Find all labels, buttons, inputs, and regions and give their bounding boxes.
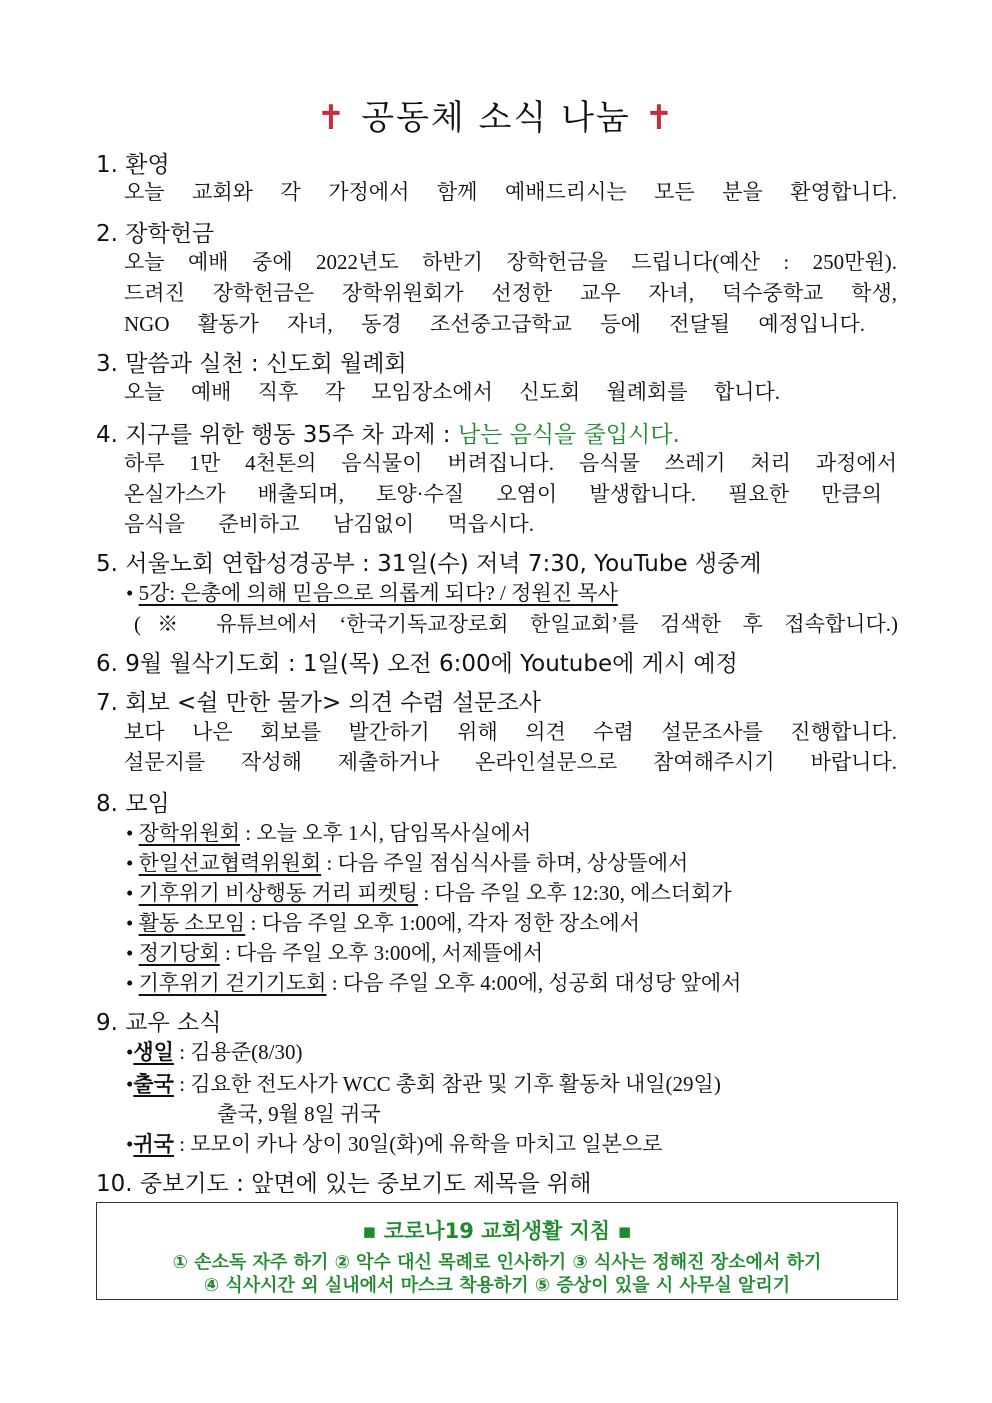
item-2-text-3: NGO 활동가 자녀, 동경 조선중고급학교 등에 전달될 예정입니다. xyxy=(124,312,865,336)
item-4-text-3: 음식을 준비하고 남김없이 먹읍시다. xyxy=(124,512,534,536)
item-8-heading: 8. 모임 xyxy=(96,791,170,817)
cross-icon: ✝ xyxy=(644,98,676,138)
news-return: •귀국 : 모모이 카나 상이 30일(화)에 유학을 마치고 일본으로 xyxy=(126,1132,663,1156)
item-4-heading xyxy=(96,416,680,449)
meeting-name: 기후위기 비상행동 거리 피켓팅 xyxy=(138,881,419,905)
item-1-heading: 1. 환영 xyxy=(96,152,170,178)
meeting-item: • 한일선교협력위원회 : 다음 주일 점심식사를 하며, 상상뜰에서 xyxy=(126,851,689,875)
item-2-text-2: 드려진 장학헌금은 장학위원회가 선정한 교우 자녀, 덕수중학교 학생, xyxy=(124,281,897,305)
meeting-name: 활동 소모임 xyxy=(138,911,246,935)
covid-guideline-box xyxy=(96,1202,898,1300)
news-label: 귀국 xyxy=(133,1132,174,1156)
item-4-highlight: 남는 음식을 줄입시다. xyxy=(457,422,680,448)
page-title xyxy=(0,90,992,139)
news-text: : 모모이 카나 상이 30일(화)에 유학을 마치고 일본으로 xyxy=(173,1132,663,1156)
item-1-text: 오늘 교회와 각 가정에서 함께 예배드리시는 모든 분을 환영합니다. xyxy=(124,180,897,204)
cross-icon: ✝ xyxy=(316,98,348,138)
item-7-heading: 7. 회보 <쉴 만한 물가> 의견 수렴 설문조사 xyxy=(96,690,541,716)
item-5-heading: 5. 서울노회 연합성경공부 : 31일(수) 저녁 7:30, YouTube 생중계 xyxy=(96,551,762,577)
meeting-name: 장학위원회 xyxy=(138,821,241,845)
meeting-detail: : 다음 주일 점심식사를 하며, 상상뜰에서 xyxy=(321,851,689,875)
meeting-detail: : 오늘 오후 1시, 담임목사실에서 xyxy=(240,821,532,845)
news-departure: •출국 : 김요한 전도사가 WCC 총회 참관 및 기후 활동차 내일(29일) xyxy=(126,1072,721,1096)
bullet: • xyxy=(126,581,139,605)
item-3-heading: 3. 말씀과 실천 : 신도회 월례회 xyxy=(96,351,407,377)
news-label: 생일 xyxy=(133,1040,174,1064)
covid-guideline-title: ▪ 코로나19 교회생활 지침 ▪ xyxy=(362,1219,632,1243)
meeting-name: 기후위기 걷기기도회 xyxy=(138,971,327,995)
item-5-note: (※ 유튜브에서 ‘한국기독교장로회 한일교회’를 검색한 후 접속합니다.) xyxy=(134,612,898,636)
meeting-item: • 정기당회 : 다음 주일 오후 3:00에, 서제뜰에서 xyxy=(126,941,544,965)
meeting-item: • 활동 소모임 : 다음 주일 오후 1:00에, 각자 정한 장소에서 xyxy=(126,911,641,935)
meeting-item: • 기후위기 비상행동 거리 피켓팅 : 다음 주일 오후 12:30, 에스더회가 xyxy=(126,881,732,905)
item-7-text-2: 설문지를 작성해 제출하거나 온라인설문으로 참여해주시기 바랍니다. xyxy=(124,750,897,774)
news-departure-cont: 출국, 9월 8일 귀국 xyxy=(217,1102,381,1126)
item-4-text-1: 하루 1만 4천톤의 음식물이 버려집니다. 음식물 쓰레기 처리 과정에서 xyxy=(124,451,897,475)
meeting-name: 한일선교협력위원회 xyxy=(138,851,322,875)
meeting-item: • 장학위원회 : 오늘 오후 1시, 담임목사실에서 xyxy=(126,821,532,845)
meeting-item: • 기후위기 걷기기도회 : 다음 주일 오후 4:00에, 성공회 대성당 앞에서 xyxy=(126,971,742,995)
meeting-detail: : 다음 주일 오후 3:00에, 서제뜰에서 xyxy=(219,941,544,965)
item-4-text-2: 온실가스가 배출되며, 토양·수질 오염이 발생합니다. 필요한 만큼의 xyxy=(124,482,882,506)
item-5-lecture xyxy=(126,577,618,607)
item-6-heading: 6. 9월 월삭기도회 : 1일(목) 오전 6:00에 Youtube에 게시 예정 xyxy=(96,651,738,677)
item-2-text-1: 오늘 예배 중에 2022년도 하반기 장학헌금을 드립니다(예산 : 250만원). xyxy=(124,250,897,274)
item-2-heading: 2. 장학헌금 xyxy=(96,221,215,247)
item-5-lecture-title: 5강: 은총에 의해 믿음으로 의롭게 되다? / 정원진 목사 xyxy=(138,581,618,605)
meeting-detail: : 다음 주일 오후 12:30, 에스더회가 xyxy=(418,881,732,905)
meeting-detail: : 다음 주일 오후 4:00에, 성공회 대성당 앞에서 xyxy=(326,971,742,995)
news-text: : 김요한 전도사가 WCC 총회 참관 및 기후 활동차 내일(29일) xyxy=(173,1072,721,1096)
news-label: 출국 xyxy=(133,1072,174,1096)
item-7-text-1: 보다 나은 회보를 발간하기 위해 의견 수렴 설문조사를 진행합니다. xyxy=(124,720,897,744)
meeting-detail: : 다음 주일 오후 1:00에, 각자 정한 장소에서 xyxy=(245,911,641,935)
covid-guideline-line-2: ④ 식사시간 외 실내에서 마스크 착용하기 ⑤ 증상이 있을 시 사무실 알리기 xyxy=(203,1275,791,1296)
page-title-text: 공동체 소식 나눔 xyxy=(361,98,631,138)
item-3-text: 오늘 예배 직후 각 모임장소에서 신도회 월례회를 합니다. xyxy=(124,380,780,404)
meeting-name: 정기당회 xyxy=(138,941,220,965)
item-4-heading-text: 4. 지구를 위한 행동 35주 차 과제 : xyxy=(96,422,458,448)
item-10-heading: 10. 중보기도 : 앞면에 있는 중보기도 제목을 위해 xyxy=(96,1171,592,1197)
item-9-heading: 9. 교우 소식 xyxy=(96,1010,222,1036)
news-text: : 김용준(8/30) xyxy=(173,1040,303,1064)
news-birthday: •생일 : 김용준(8/30) xyxy=(126,1040,303,1064)
covid-guideline-line-1: ① 손소독 자주 하기 ② 악수 대신 목례로 인사하기 ③ 식사는 정해진 장소에서 하기 xyxy=(172,1252,822,1273)
